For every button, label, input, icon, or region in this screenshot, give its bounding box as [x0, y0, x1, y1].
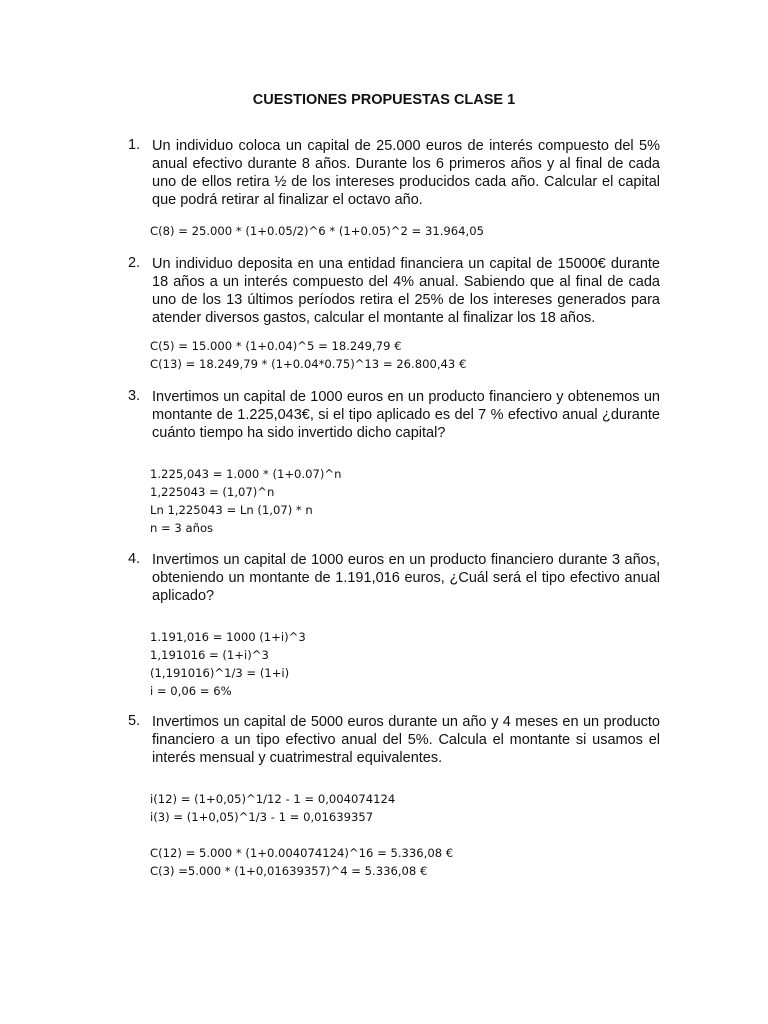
solution-line: 1,191016 = (1+i)^3 [150, 648, 269, 662]
question-text: Invertimos un capital de 1000 euros en un producto financiero durante 3 años, obteniendo un montante de 1.191,016 euros, ¿Cuál será el tipo efectivo anual aplicado? [152, 552, 660, 604]
solution-spacer [150, 826, 453, 844]
question-5 [128, 713, 660, 767]
solution-line: n = 3 años [150, 521, 214, 535]
question-text: Invertimos un capital de 1000 euros en un producto financiero y obtenemos un montante de 1.225,043€, si el tipo aplicado es del 7 % efectivo anual ¿durante cuánto tiempo ha sido invertido dicho capital? [152, 389, 660, 441]
solution-line: C(12) = 5.000 * (1+0.004074124)^16 = 5.336,08 € [150, 846, 454, 860]
question-number: 3. [128, 388, 141, 404]
question-number: 1. [128, 137, 141, 153]
question-text: Invertimos un capital de 5000 euros durante un año y 4 meses en un producto financiero a un tipo efectivo anual del 5%. Calcula el montante si usamos el interés mensual y cuatrimestral equivalentes. [152, 714, 660, 766]
solution-line: C(3) =5.000 * (1+0,01639357)^4 = 5.336,08 € [150, 864, 428, 878]
solution-line: Ln 1,225043 = Ln (1,07) * n [150, 503, 313, 517]
question-1 [128, 137, 660, 209]
solution-line: (1,191016)^1/3 = (1+i) [150, 666, 290, 680]
solution-line: i(3) = (1+0,05)^1/3 - 1 = 0,01639357 [150, 810, 374, 824]
question-2 [128, 255, 660, 327]
question-number: 4. [128, 551, 141, 567]
solution-line: 1,225043 = (1,07)^n [150, 485, 275, 499]
solution-3 [150, 465, 341, 537]
question-number: 5. [128, 713, 141, 729]
question-number: 2. [128, 255, 141, 271]
solution-line: i(12) = (1+0,05)^1/12 - 1 = 0,004074124 [150, 792, 396, 806]
page-title: CUESTIONES PROPUESTAS CLASE 1 [252, 92, 516, 108]
solution-line: 1.225,043 = 1.000 * (1+0.07)^n [150, 467, 342, 481]
question-text: Un individuo deposita en una entidad financiera un capital de 15000€ durante 18 años a un interés compuesto del 4% anual. Sabiendo que al final de cada uno de los 13 últimos períodos retira el 25% de los intereses generados para atender diversos gastos, calcular el montante al finalizar los 18 años. [152, 256, 660, 326]
question-3 [128, 388, 660, 442]
question-4 [128, 551, 660, 605]
solution-line: C(8) = 25.000 * (1+0.05/2)^6 * (1+0.05)^2 = 31.964,05 [150, 224, 484, 238]
solution-1 [150, 222, 484, 240]
question-text: Un individuo coloca un capital de 25.000 euros de interés compuesto del 5% anual efectivo durante 8 años. Durante los 6 primeros años y al final de cada uno de ellos retira ½ de los intereses producidos cada año. Calcular el capital que podrá retirar al finalizar el octavo año. [152, 138, 660, 208]
solution-line: C(13) = 18.249,79 * (1+0.04*0.75)^13 = 26.800,43 € [150, 357, 467, 371]
solution-5 [150, 790, 453, 880]
solution-2 [150, 337, 466, 373]
solution-line: C(5) = 15.000 * (1+0.04)^5 = 18.249,79 € [150, 339, 402, 353]
solution-line: i = 0,06 = 6% [150, 684, 232, 698]
solution-line: 1.191,016 = 1000 (1+i)^3 [150, 630, 306, 644]
solution-4 [150, 628, 306, 700]
